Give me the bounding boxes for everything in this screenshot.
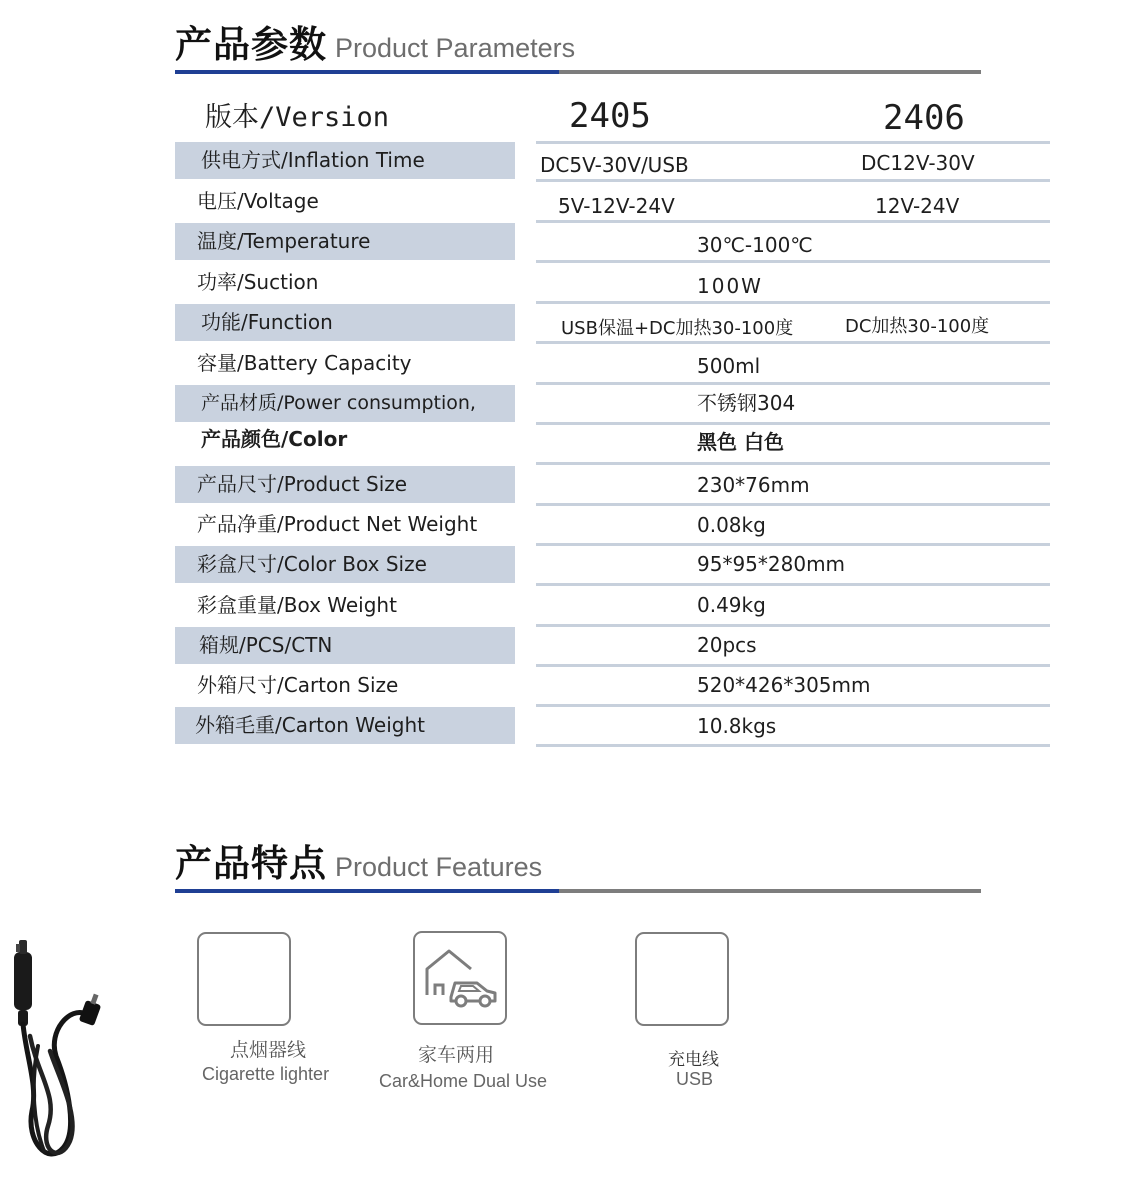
row-divider <box>536 744 1050 747</box>
row-label: 彩盒重量/Box Weight <box>197 593 397 617</box>
features-title-en: Product Features <box>335 852 543 882</box>
row-divider <box>536 260 1050 263</box>
params-section-title <box>175 14 981 68</box>
row-divider <box>536 462 1050 465</box>
feature-label-en: Car&Home Dual Use <box>379 1071 548 1091</box>
features-section-title <box>175 833 981 887</box>
table-row <box>175 345 1050 385</box>
house-car-icon <box>413 931 507 1025</box>
row-label: 功能/Function <box>175 304 515 341</box>
row-label: 产品颜色/Color <box>201 427 348 451</box>
feature-label-zh: 充电线 <box>668 1050 719 1070</box>
params-title-en: Product Parameters <box>335 33 576 63</box>
row-value: 0.49kg <box>697 593 766 617</box>
row-value-2405: 5V-12V-24V <box>558 194 675 218</box>
row-label: 彩盒尺寸/Color Box Size <box>175 546 515 583</box>
row-label: 功率/Suction <box>197 270 319 294</box>
row-label: 产品材质/Power consumption, <box>175 385 515 422</box>
version-row <box>175 96 1050 144</box>
row-value-2406: 12V-24V <box>875 194 960 218</box>
row-label: 温度/Temperature <box>175 223 515 260</box>
params-title-rule <box>175 70 981 74</box>
row-value: 500ml <box>697 354 761 378</box>
table-row <box>175 466 1050 506</box>
row-value: 10.8kgs <box>697 714 777 738</box>
car-charger-cable-image <box>8 936 104 1170</box>
table-row <box>175 506 1050 546</box>
table-row <box>175 423 1050 465</box>
table-row <box>175 142 1050 182</box>
feature-label-zh: 家车两用 <box>418 1044 495 1066</box>
row-value: 520*426*305mm <box>697 673 871 697</box>
row-value: 黑色 白色 <box>697 430 784 454</box>
feature-label-en: USB <box>676 1069 714 1089</box>
table-row <box>175 223 1050 263</box>
row-value-2405: DC5V-30V/USB <box>540 153 689 177</box>
features-title-zh: 产品特点 <box>175 842 327 885</box>
row-value: 不锈钢304 <box>697 391 796 415</box>
row-label: 容量/Battery Capacity <box>197 351 412 375</box>
row-label: 电压/Voltage <box>197 189 319 213</box>
table-row <box>175 304 1050 344</box>
blank-icon <box>197 932 291 1026</box>
feature-label-zh: 点烟器线 <box>230 1039 307 1061</box>
version-label: 版本/Version <box>205 102 390 133</box>
row-divider <box>536 583 1050 586</box>
row-label: 外箱毛重/Carton Weight <box>175 707 515 744</box>
version-2406: 2406 <box>883 98 965 138</box>
row-value: 30℃-100℃ <box>697 233 813 257</box>
row-value: 0.08kg <box>697 513 766 537</box>
table-row <box>175 587 1050 627</box>
row-value: 100W <box>697 274 763 298</box>
features-title-rule <box>175 889 981 893</box>
row-value: 20pcs <box>697 633 757 657</box>
table-row <box>175 707 1050 747</box>
blank-icon <box>635 932 729 1026</box>
table-row <box>175 546 1050 586</box>
row-label: 产品净重/Product Net Weight <box>197 512 478 536</box>
table-row <box>175 183 1050 223</box>
table-row <box>175 667 1050 707</box>
version-2405: 2405 <box>569 96 651 136</box>
table-row <box>175 627 1050 667</box>
table-row <box>175 385 1050 425</box>
row-divider <box>536 179 1050 182</box>
row-value: 230*76mm <box>697 473 810 497</box>
table-row <box>175 264 1050 304</box>
row-label: 产品尺寸/Product Size <box>175 466 515 503</box>
row-value-2405: USB保温+DC加热30-100度 <box>561 318 794 339</box>
row-value-2406: DC加热30-100度 <box>845 316 990 337</box>
row-label: 外箱尺寸/Carton Size <box>197 673 399 697</box>
row-value-2406: DC12V-30V <box>861 151 975 175</box>
row-label: 箱规/PCS/CTN <box>175 627 515 664</box>
row-label: 供电方式/Inflation Time <box>175 142 515 179</box>
params-title-zh: 产品参数 <box>175 23 327 66</box>
row-divider <box>536 341 1050 344</box>
row-value: 95*95*280mm <box>697 552 846 576</box>
feature-label-en: Cigarette lighter <box>202 1064 330 1084</box>
